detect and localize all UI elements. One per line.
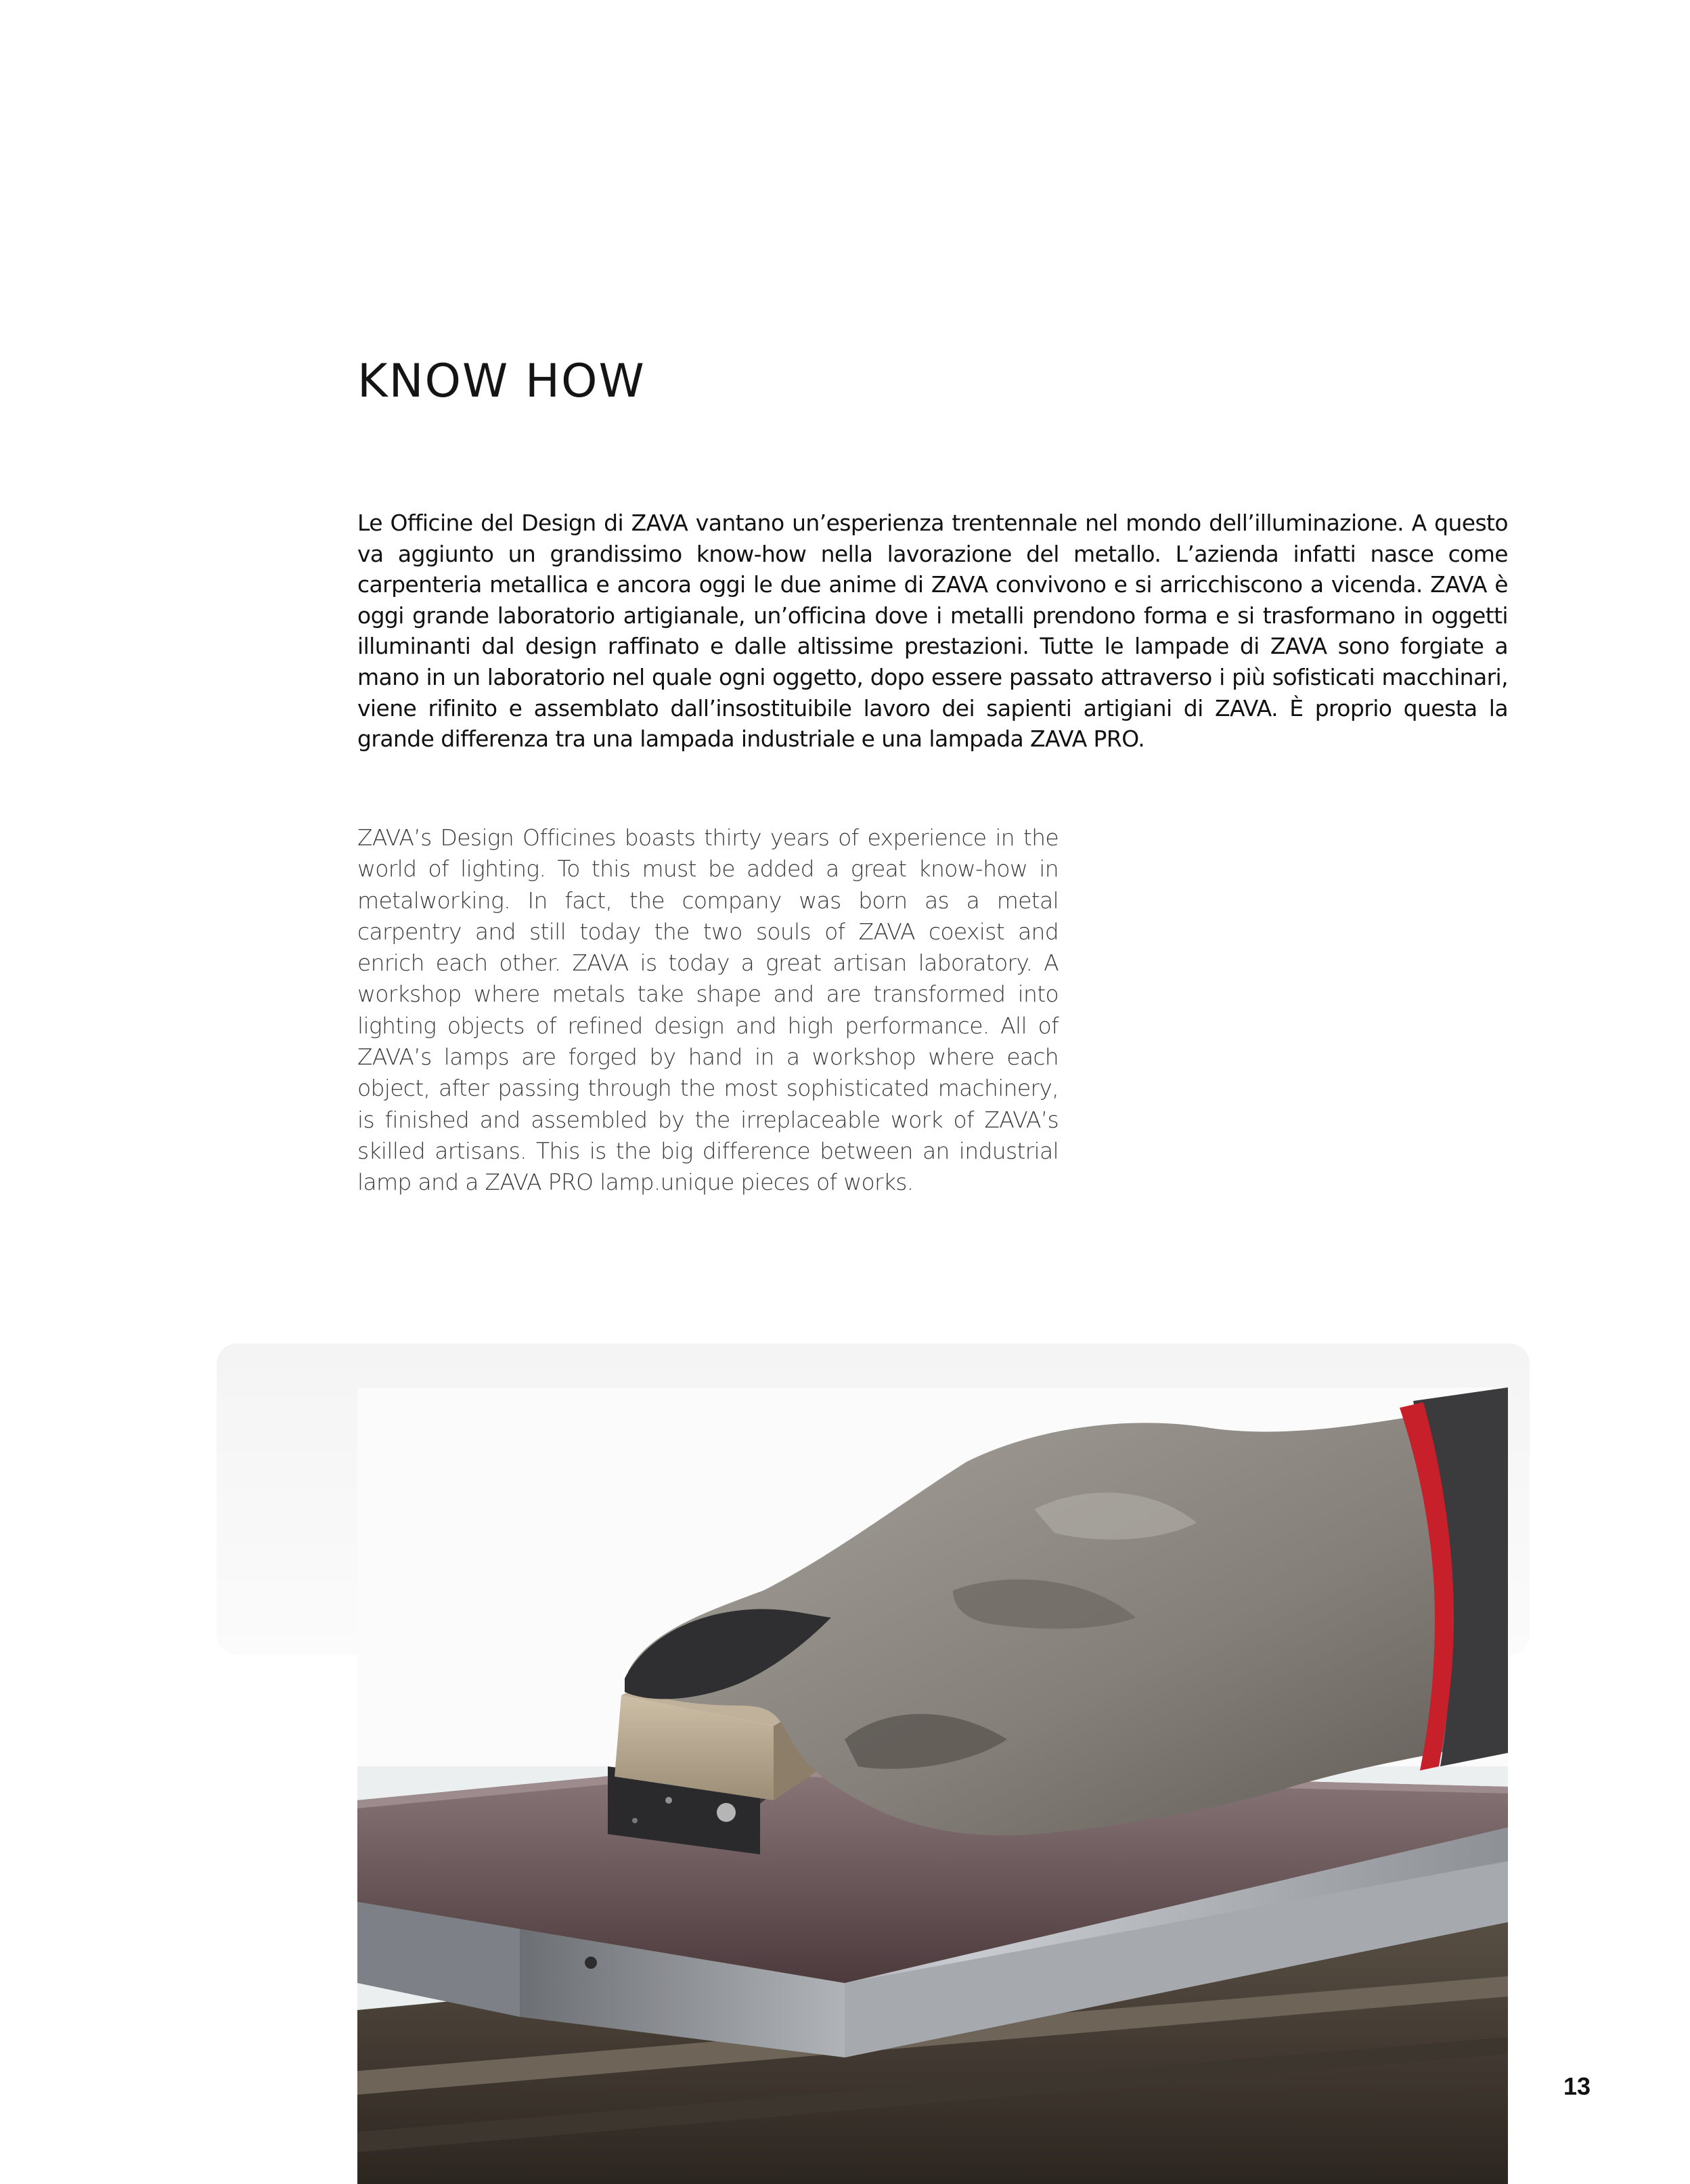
body-text-english: ZAVA’s Design Officines boasts thirty years of experience in the world of lighting. To this must be added a great know-how in metalworking. In fact, the company was born as a metal carpentry and still today the two souls of ZAVA coexist and enrich each other. ZAVA is today a great artisan laboratory. A workshop where metals take shape and are transformed into lighting objects of refined design and high performance. All of ZAVA’s lamps are forged by hand in a workshop where each object, after passing through the most sophisticated machinery, is finished and assembled by the irreplaceable work of ZAVA’s skilled artisans. This is the big difference between an industrial lamp and a ZAVA PRO lamp.unique pieces of works. (357, 824, 1059, 1196)
page-title: KNOW HOW (357, 355, 646, 408)
body-text-italian: Le Officine del Design di ZAVA vantano un’esperienza trentennale nel mondo dell’illuminazione. A questo va aggiunto un grandissimo know-how nella lavorazione del metallo. L’azienda infatti nasce come carpenteria metallica e ancora oggi le due anime di ZAVA convivono e si arricchiscono a vicenda. ZAVA è oggi grande laboratorio artigianale, un’officina dove i metalli prendono forma e si trasformano in oggetti illuminanti dal design raffinato e dalle altissime prestazioni. Tutte le lampade di ZAVA sono forgiate a mano in un laboratorio nel quale ogni oggetto, dopo essere passato attraverso i più sofisticati macchinari, viene rifinito e assemblato dall’insostituibile lavoro dei sapienti artigiani di ZAVA. È proprio questa la grande differenza tra una lampada industriale e una lampada ZAVA PRO. (357, 510, 1508, 753)
page-number: 13 (1563, 2072, 1591, 2100)
workshop-photo (357, 1387, 1508, 2184)
